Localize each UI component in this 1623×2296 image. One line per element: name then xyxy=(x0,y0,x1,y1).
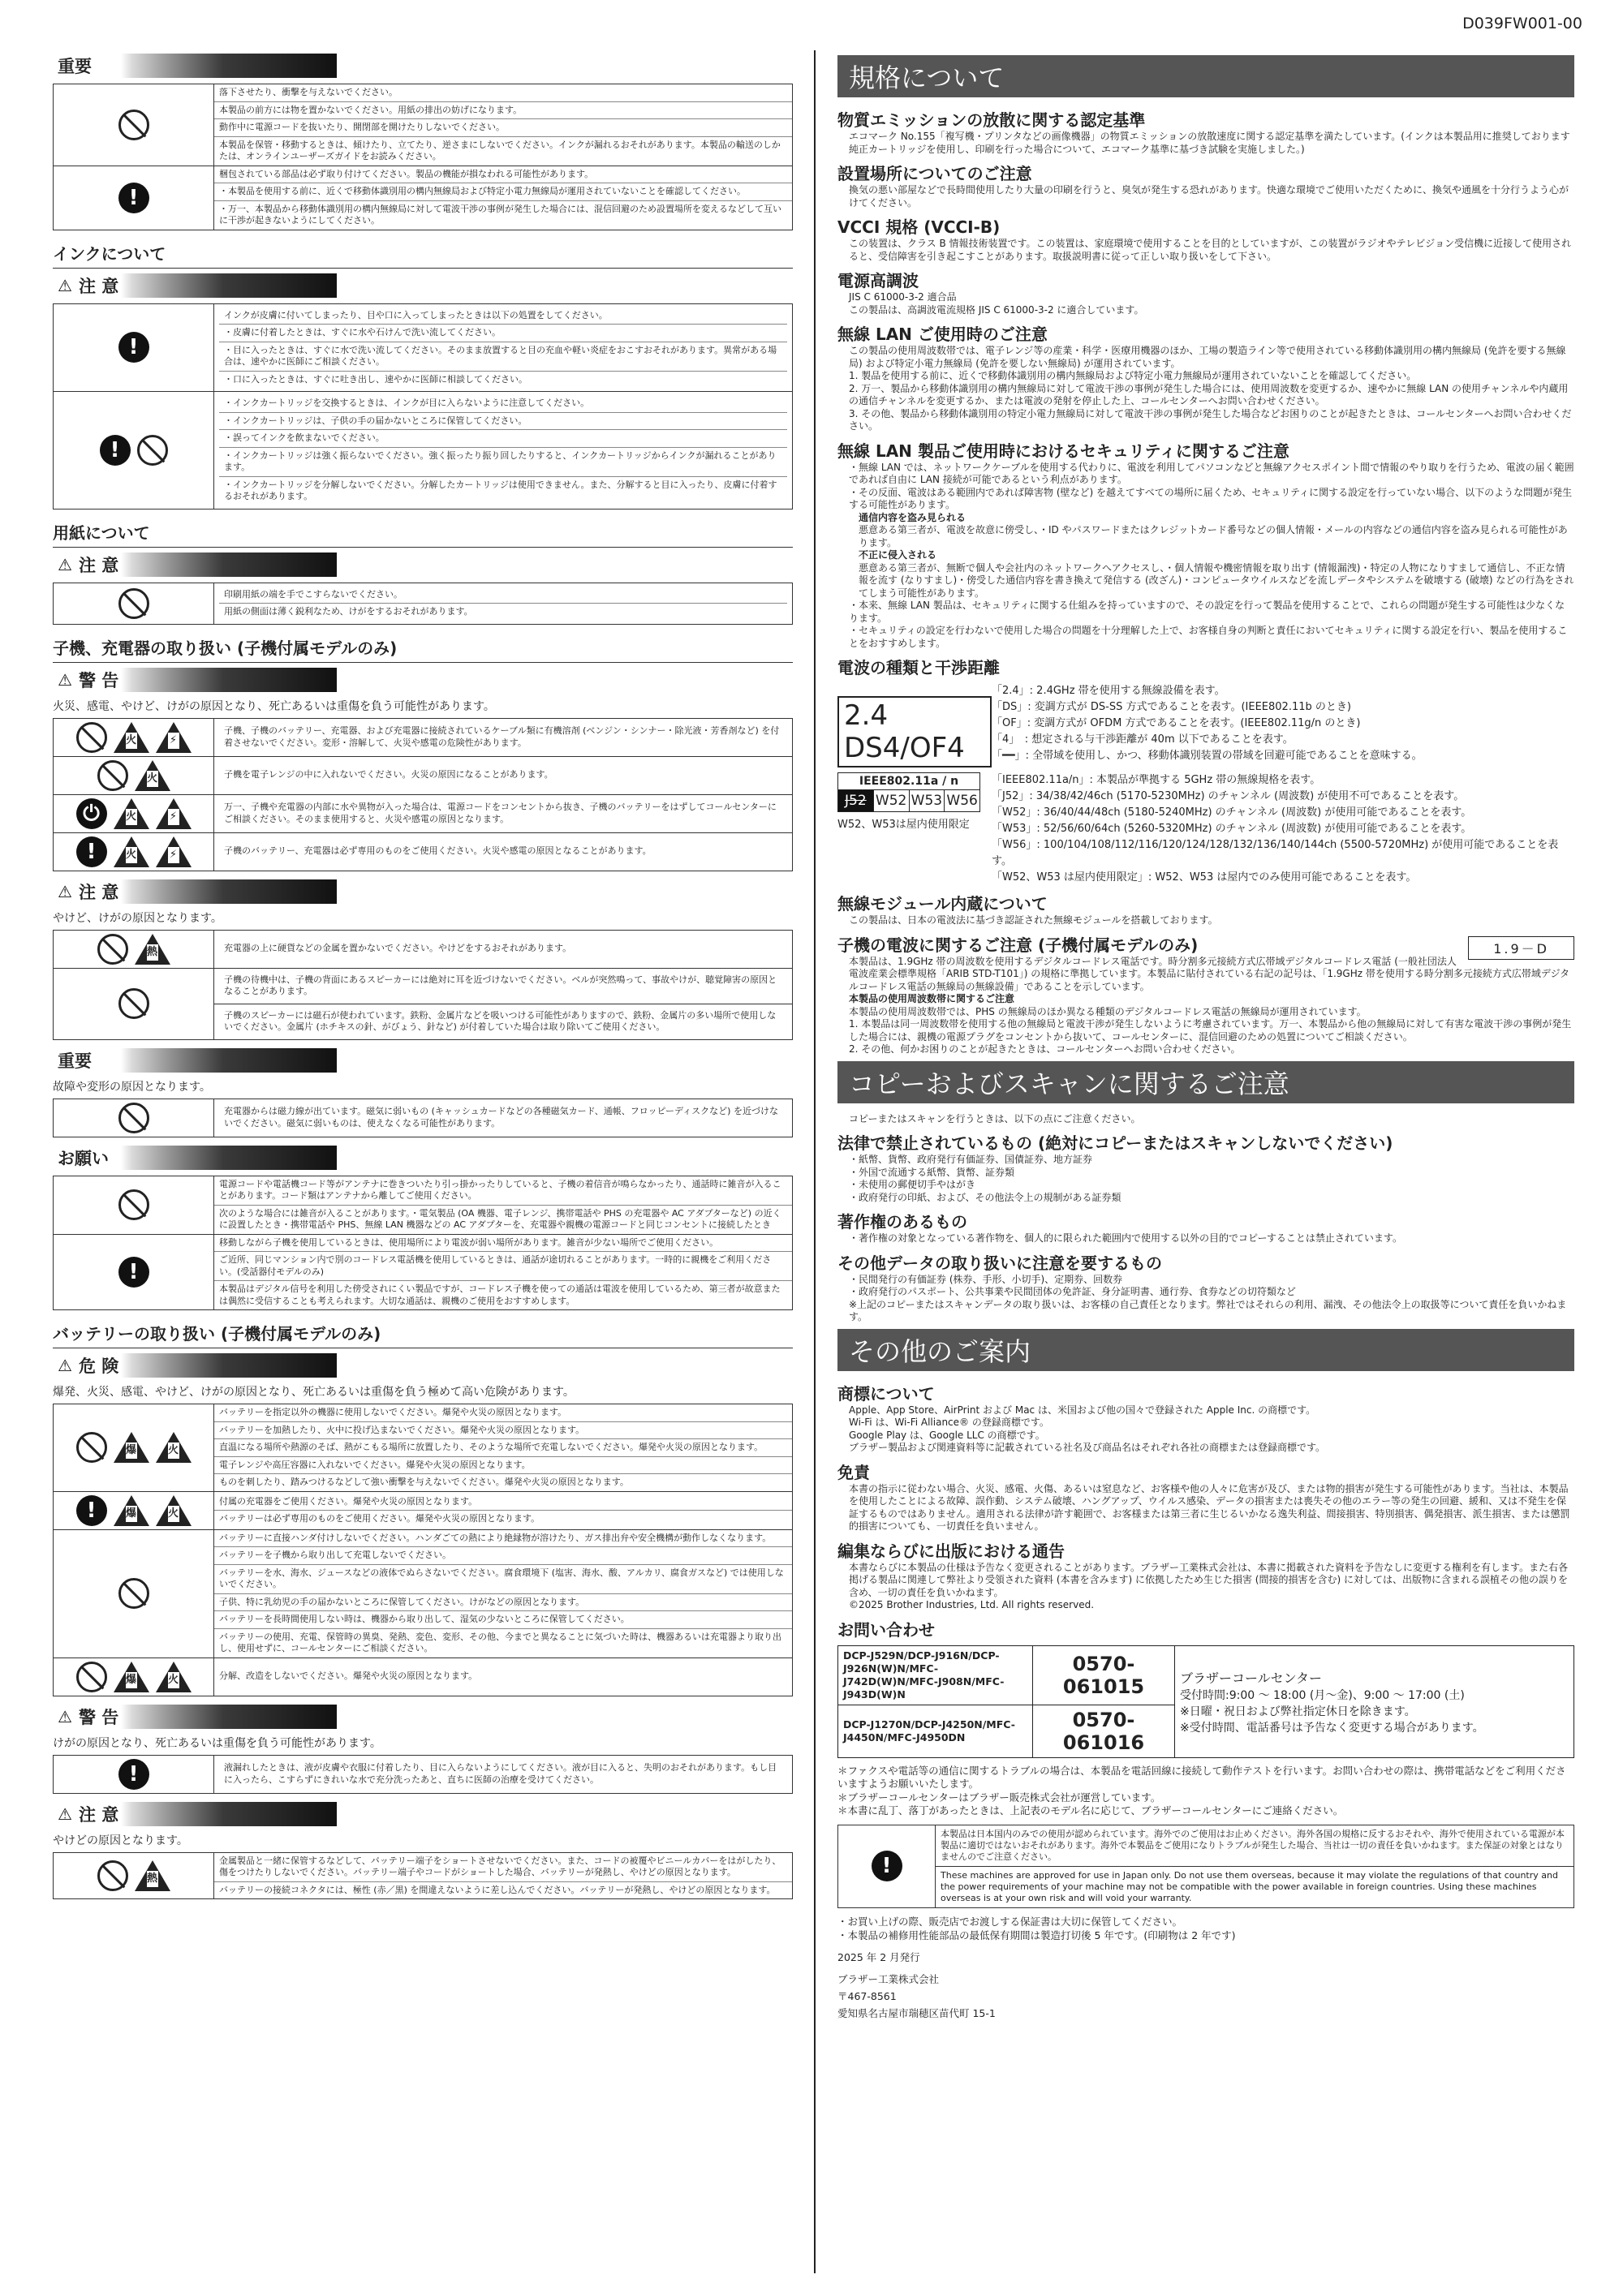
editorial-heading: 編集ならびに出版における通告 xyxy=(837,1541,1065,1561)
radio-legend-line: 「━━」: 全帯域を使用し、かつ、移動体識別装置の帯域を回避可能であることを意味する。 xyxy=(992,750,1423,762)
mandatory-icon: ! xyxy=(118,183,149,213)
fire-warning-icon: 火 xyxy=(135,760,170,791)
shock-warning-icon: ⚡ xyxy=(156,798,192,829)
battery-caution-sub: やけどの原因となります。 xyxy=(53,1834,188,1847)
no-solvent-icon xyxy=(76,722,107,753)
notice-text: 液漏れしたときは、液が皮膚や衣服に付着したり、目に入らないようにしてください。液が目に入ると、失明のおそれがあります。もし目に入ったら、こすらずにきれいな水で充分洗ったあと、直ちに医師の治療を受けてください。 xyxy=(224,1762,777,1785)
notice-text: ・万一、本製品から移動体識別用の構内無線局に対して電波干渉の事例が発生した場合には、混信回避のため設置場所を変えるなどして互いに干渉が起きないようにしてください。 xyxy=(219,203,781,226)
shock-warning-icon: ⚡ xyxy=(156,836,192,867)
mandatory-icon: ! xyxy=(100,435,131,466)
notice-text: バッテリーに直接ハンダ付けしないでください。ハンダごての熱により絶縁物が溶けたり、ガス排出弁や安全機構が動作しなくなります。 xyxy=(214,1530,792,1548)
battery-caution-table xyxy=(53,1852,793,1900)
ieee-caption: W52、W53は屋内使用限定 xyxy=(837,819,970,831)
notice-text: 動作中に電源コードを抜いたり、開閉部を開けたりしないでください。 xyxy=(214,119,792,137)
notice-text: 電子レンジや高圧容器に入れないでください。爆発や火災の原因となります。 xyxy=(214,1457,792,1475)
notice-text: 本製品の前方には物を置かないでください。用紙の排出の妨げになります。 xyxy=(214,102,792,120)
notice-text: 直温になる場所や熱源のそば、熱がこもる場所に放置したり、そのような場所で充電しないでください。爆発や火災の原因となります。 xyxy=(214,1439,792,1457)
notice-text: ・インクカートリッジを交換するときは、インクが目に入らないように注意してください。 xyxy=(219,395,787,413)
security-text-2: ・その反面、電波はある範囲内であれば障害物 (壁など) を越えてすべての場所に届くため、セキュリティに関する設定を行っていない場合、以下のような問題が発生する可能性があります。 xyxy=(849,486,1573,510)
trademark-item: Google Play は、Google LLC の商標です。 xyxy=(849,1429,1045,1441)
notice-text: 印刷用紙の端を手でこすらないでください。 xyxy=(219,587,787,604)
cordless-item-1: 1. 本製品は同一周波数帯を使用する他の無線局と電波干渉が発生しないように考慮されています。万一、本製品から他の無線局に対して有害な電波干渉の事例が発生した場合には、親機の電源プラグをコンセントから抜いて、コールセンターに、混信回避のための処置についてご相談ください。 xyxy=(849,1018,1572,1043)
trademark-item: ブラザー製品および関連資料等に記載されている社名及び商品名はそれぞれ各社の商標または登録商標です。 xyxy=(849,1442,1326,1453)
notice-text: ・インクカートリッジを分解しないでください。分解したカートリッジは使用できません。また、分解すると目に入ったり、皮膚に付着するおそれがあります。 xyxy=(224,479,777,501)
footer-note: ・本製品の補修用性能部品の最低保有期間は製造打切後 5 年です。(印刷物は 2 年です) xyxy=(837,1928,1236,1941)
notice-text: ・皮膚に付着したときは、すぐに水や石けんで洗い流してください。 xyxy=(219,325,787,342)
mandatory-icon: ! xyxy=(76,1495,107,1526)
radio-legend-line: 「2.4」: 2.4GHz 帯を使用する無線設備を表す。 xyxy=(992,685,1225,697)
fire-warning-icon: 火 xyxy=(156,1432,192,1463)
mandatory-icon: ! xyxy=(118,332,149,363)
security-text-3: ・本来、無線 LAN 製品は、セキュリティに関する仕組みを持っていますので、その設定を行って製品を使用することで、これらの問題が発生する可能性は少なくなります。 xyxy=(849,600,1565,624)
notice-text: バッテリーを水、海水、ジュースなどの液体でぬらさないでください。腐食環境下 (塩害、海水、酸、アルカリ、腐食ガスなど) では使用しないでください。 xyxy=(214,1565,792,1594)
notice-text: ・インクカートリッジは強く振らないでください。強く振ったり振り回したりすると、インクカートリッジからインクが漏れることがあります。 xyxy=(219,448,787,477)
handset-caution: ⚠ 注 意 xyxy=(53,879,337,904)
footer-note: ・お買い上げの際、販売店でお渡しする保証書は大切に保管してください。 xyxy=(837,1915,1183,1928)
battery-warning: ⚠ 警 告 xyxy=(53,1705,337,1729)
security-text-1: ・無線 LAN では、ネットワークケーブルを使用する代わりに、電波を利用してパソコンなどと無線アクセスポイント間で情報のやり取りを行うため、電波の届く範囲であれば自由に LAN 接続が可能であるという利点があります。 xyxy=(849,461,1574,485)
prohibition-icon xyxy=(97,934,128,965)
notice-text: 万一、子機や充電器の内部に水や異物が入った場合は、電源コードをコンセントから抜き、子機のバッテリーをはずしてコールセンターにご相談ください。そのまま使用すると、火災や感電の原因となります。 xyxy=(224,802,777,824)
important2-sub: 故障や変形の原因となります。 xyxy=(53,1080,211,1094)
security-text-4: ・セキュリティの設定を行わないで使用した場合の問題を十分理解した上で、お客様自身の判断と責任においてセキュリティに関する設定を行い、製品を使用することをおすすめします。 xyxy=(849,625,1568,649)
burn-warning-icon: 熱 xyxy=(135,934,170,965)
handset-warning: ⚠ 警 告 xyxy=(53,668,337,692)
contact-table xyxy=(837,1645,1574,1758)
no-microwave-icon xyxy=(97,760,128,791)
contact-footnote: ＊ファクスや電話等の通信に関するトラブルの場合は、本製品を電話回線に接続して動作テストを行います。お問い合わせの際は、携帯電話などをご利用くださいますようお願いいたします。 xyxy=(837,1764,1566,1790)
notice-text: 本製品はデジタル信号を利用した傍受されにくい製品ですが、コードレス子機を使っての通話は電波を使用しているため、第三者が故意または偶然に受信することも考えられます。大切な通話は、親機のご使用をおすすめします。 xyxy=(219,1283,781,1306)
ieee-legend-line: 「J52」: 34/38/42/46ch (5170-5230MHz) のチャンネル (周波数) が使用不可であることを表す。 xyxy=(992,790,1465,802)
paper-caution: ⚠ 注 意 xyxy=(53,553,337,577)
other-data-item: ・民間発行の有価証券 (株券、手形、小切手)、定期券、回数券 xyxy=(849,1273,1123,1285)
radio-24-block xyxy=(837,683,1574,767)
notice-text: インクが皮膚に付いてしまったり、目や口に入ってしまったときは以下の処置をしてください。 xyxy=(219,307,787,325)
spec-title: 規格について xyxy=(837,55,1574,97)
security-heading: 無線 LAN 製品ご使用時におけるセキュリティに関するご注意 xyxy=(837,441,1289,461)
place-heading: 設置場所についてのご注意 xyxy=(837,164,1032,183)
postal-code: 〒467-8561 xyxy=(837,1989,897,2002)
handset-caution-table xyxy=(53,930,793,1040)
mandatory-icon: ! xyxy=(118,1257,149,1288)
contact-center-name: ブラザーコールセンター xyxy=(1180,1670,1323,1686)
contact-note-2: ※受付時間、電話番号は予告なく変更する場合があります。 xyxy=(1180,1721,1484,1735)
paper-heading: 用紙について xyxy=(53,518,793,548)
section-important-1: 重要 xyxy=(53,54,337,78)
battery-heading: バッテリーの取り扱い (子機付属モデルのみ) xyxy=(53,1318,793,1348)
copy-title: コピーおよびスキャンに関するご注意 xyxy=(837,1061,1574,1103)
notice-text: 子機のスピーカーには磁石が使われています。鉄粉、金属片などを吸いつける可能性がありますので、鉄粉、金属片の多い場所で使用しないでください。金属片 (ホチキスの針、がびょう、針など) が付着していた場合は取り除いてご使用ください。 xyxy=(224,1009,777,1032)
ieee-channel-cell: W53 xyxy=(910,790,945,811)
notice-text: 用紙の側面は薄く鋭利なため、けがをするおそれがあります。 xyxy=(224,606,473,617)
trademark-heading: 商標について xyxy=(837,1383,935,1404)
other-data-heading: その他データの取り扱いに注意を要するもの xyxy=(837,1253,1162,1273)
contact-footnote: ＊本書に乱丁、落丁があったときは、上記表のモデル名に応じて、ブラザーコールセンターにご連絡ください。 xyxy=(837,1804,1344,1817)
radio-legend-line: 「DS」: 変調方式が DS-SS 方式であることを表す。(IEEE802.11b のとき) xyxy=(992,701,1351,713)
ink-heading: インクについて xyxy=(53,239,793,269)
prohibition-icon xyxy=(118,588,149,619)
handset-warning-table xyxy=(53,718,793,871)
disclaimer-text: 本書の指示に従わない場合、火災、感電、火傷、あるいは窒息など、お客様や他の人々に危害が及び、または物的損害が発生する可能性があります。当社は、本製品を使用したことによる故障、誤作動、システム破壊、ハングアップ、ウイルス感染、データの損害または喪失その他のエラー等の発生の回避、緩和、又は不発生を保証するものではありません。適用される法律が許す範囲で、お客様または第三者に生じるいかなる逸失利益、間接損害、特別損害、偶発損害、派生損害、または懲罰的損害についても、一切責任を負いません。 xyxy=(849,1482,1570,1532)
mandatory-icon: ! xyxy=(76,836,107,867)
important2-table xyxy=(53,1099,793,1137)
module-heading: 無線モジュール内蔵について xyxy=(837,894,1048,914)
notice-text: バッテリーの接続コネクタには、極性 (赤／黒) を間違えないように差し込んでください。バッテリーが発熱し、やけどの原因となります。 xyxy=(219,1884,776,1895)
trademark-item: Wi-Fi は、Wi-Fi Alliance® の登録商標です。 xyxy=(849,1417,1049,1428)
notice-text: 子機のバッテリー、充電器は必ず専用のものをご使用ください。火災や感電の原因となることがあります。 xyxy=(224,845,652,857)
handset-caution-sub: やけど、けがの原因となります。 xyxy=(53,911,222,925)
law-item: ・外国で流通する紙幣、貨幣、証券類 xyxy=(849,1166,1015,1178)
ieee-legend-line: 「W52、W53 は屋内使用限定」: W52、W53 は屋内でのみ使用可能であることを表す。 xyxy=(992,871,1417,884)
wlan-item-1: 1. 製品を使用する前に、近くで移動体識別用の構内無線局および特定小電力無線局が運用されていないことを確認してください。 xyxy=(849,370,1417,381)
fire-warning-icon: 火 xyxy=(114,798,149,829)
notice-text: ・目に入ったときは、すぐに水で洗い流してください。そのまま放置すると目の充血や軽い炎症をおこすおそれがあります。異常がある場合は、速やかに医師にご相談ください。 xyxy=(219,342,787,372)
contact-models-1: DCP-J529N/DCP-J916N/DCP-J926N(W)N/MFC-J742D(W)N/MFC-J908N/MFC-J943D(W)N xyxy=(838,1645,1033,1705)
prohibition-icon xyxy=(118,1578,149,1609)
prohibition-icon xyxy=(118,1103,149,1133)
shock-warning-icon: ⚡ xyxy=(156,722,192,753)
no-disassembly-icon xyxy=(76,1662,107,1692)
copyright-heading: 著作権のあるもの xyxy=(837,1212,967,1232)
law-item: ・未使用の郵便切手やはがき xyxy=(849,1179,976,1190)
other-data-note: ※上記のコピーまたはスキャンデータの取り扱いは、お客様の自己責任となります。弊社ではそれらの利用、漏洩、その他法令上の取扱等について責任を負いかねます。 xyxy=(849,1298,1567,1322)
notice-text: ・誤ってインクを飲まないでください。 xyxy=(219,430,787,448)
eco-heading: 物質エミッションの放散に関する認定基準 xyxy=(837,110,1146,130)
overseas-jp-text: 本製品は日本国内のみでの使用が認められています。海外でのご使用はお止めください。海外各国の規格に反するおそれや、海外で使用されている電源が本製品に適切ではないおそれがあります。海外で本製品をご使用になりトラブルが発生した場合、当社は一切の責任を負いかねます。また保証の対象とはなりませんのでご注意ください。 xyxy=(936,1825,1574,1866)
harmonics-heading: 電源高調波 xyxy=(837,271,919,290)
prohibition-icon xyxy=(118,1189,149,1220)
wlan-item-3: 3. その他、製品から移動体識別用の特定小電力無線局に対して電波干渉の事例が発生した場合などお困りのことが起きたときは、コールセンターへお問い合わせください。 xyxy=(849,407,1572,432)
important-table xyxy=(53,84,793,230)
handset-heading: 子機、充電器の取り扱い (子機付属モデルのみ) xyxy=(53,633,793,663)
security-a-heading: 通信内容を盗み見られる xyxy=(859,511,966,523)
wlan-heading: 無線 LAN ご使用時のご注意 xyxy=(837,325,1048,344)
notice-text: 移動しながら子機を使用しているときは、使用場所により電波が弱い場所があります。雑音が少ない場所でご使用ください。 xyxy=(214,1235,792,1253)
cordless-sub-text: 本製品の使用周波数帯では、PHS の無線局のほか異なる種類のデジタルコードレス電話の無線局が運用されています。 xyxy=(849,1005,1367,1017)
notice-text: 子供、特に乳幼児の手の届かないところに保管してください。けがなどの原因となります。 xyxy=(214,1594,792,1612)
harmonics-text-1: JIS C 61000-3-2 適合品 xyxy=(849,291,957,303)
burn-warning-icon: 熱 xyxy=(135,1860,170,1891)
contact-footnote: ＊ブラザーコールセンターはブラザー販売株式会社が運営しています。 xyxy=(837,1791,1161,1804)
mandatory-icon: ! xyxy=(872,1851,902,1881)
notice-text: ご近所、同じマンション内で別のコードレス電話機を使用しているときは、通話が途切れることがあります。一時的に親機をご利用ください。(受話器付モデルのみ) xyxy=(214,1252,792,1281)
wlan-text: この製品の使用周波数帯では、電子レンジ等の産業・科学・医療用機器のほか、工場の製造ライン等で使用されている移動体識別用の構内無線局 (免許を要する無線局) および特定小電力無線局 (免許を要しない無線局) が運用されています。 xyxy=(849,345,1566,369)
company-name: ブラザー工業株式会社 xyxy=(837,1972,940,1985)
paper-table xyxy=(53,583,793,625)
ieee-channel-cell: W52 xyxy=(874,790,910,811)
contact-phone-2: 0570-061016 xyxy=(1033,1705,1175,1757)
notice-text: バッテリーの使用、充電、保管時の異臭、発熱、変色、変形、その他、今までと異なることに気づいた時は、機器あるいは充電器より取り出し、使用せずに、コールセンターにご相談ください。 xyxy=(219,1631,781,1653)
ieee-label xyxy=(837,772,980,812)
right-column xyxy=(837,50,1574,2273)
radio-legend-line: 「OF」: 変調方式が OFDM 方式であることを表す。(IEEE802.11g/n のとき) xyxy=(992,717,1361,729)
notice-text: 電源コードや電話機コード等がアンテナに巻きついたり引っ掛かったりしていると、子機の着信音が鳴らなかったり、通話時に雑音が入ることがあります。コード類はアンテナから離してご使用ください。 xyxy=(214,1176,792,1206)
company-address: 愛知県名古屋市瑞穂区苗代町 15-1 xyxy=(837,2006,996,2019)
notice-text: 落下させたり、衝撃を与えないでください。 xyxy=(214,84,792,102)
battery-danger-sub: 爆発、火災、感電、やけど、けがの原因となり、死亡あるいは重傷を負う極めて高い危険があります。 xyxy=(53,1386,575,1399)
battery-warning-table xyxy=(53,1755,793,1794)
other-data-item: ・政府発行のパスポート、公共事業や民間団体の免許証、身分証明書、通行券、食券などの切符類など xyxy=(849,1286,1296,1297)
harmonics-text-2: この製品は、高調波電流規格 JIS C 61000-3-2 に適合しています。 xyxy=(849,303,1144,316)
radio-5g-block xyxy=(837,772,1574,886)
notice-text: ・口に入ったときは、すぐに吐き出し、速やかに医師に相談してください。 xyxy=(224,373,527,385)
radio-legend-line: 「4」 : 想定される与干渉距離が 40m 以下であることを表す。 xyxy=(992,733,1294,746)
disclaimer-heading: 免責 xyxy=(837,1462,870,1482)
contact-center-info xyxy=(1175,1645,1574,1757)
unplug-icon: ⏻ xyxy=(76,798,107,829)
cordless-mark: 1.9－D xyxy=(1468,936,1574,960)
law-heading: 法律で禁止されているもの (絶対にコピーまたはスキャンしないでください) xyxy=(837,1133,1393,1153)
overseas-en-text: These machines are approved for use in Japan only. Do not use them overseas, because it may violate the regulations of that country and the power requirements of your machine may not be compatible with the power available in foreign countries. Using these machines overseas is at your own risk and will void your warranty. xyxy=(936,1866,1574,1907)
notice-text: 分解、改造をしないでください。爆発や火災の原因となります。 xyxy=(219,1670,478,1682)
place-text: 換気の悪い部屋などで長時間使用したり大量の印刷を行うと、臭気が発生する恐れがあります。快適な環境でご使用いただくために、換気や通風を十分行うよう心がけてください。 xyxy=(849,184,1569,209)
notice-text: 梱包されている部品は必ず取り付けてください。製品の機能が損なわれる可能性があります。 xyxy=(214,166,792,184)
battery-warning-sub: けがの原因となり、死亡あるいは重傷を負う可能性があります。 xyxy=(53,1736,381,1750)
law-item: ・政府発行の印紙、および、その他法令上の規制がある証券類 xyxy=(849,1191,1121,1203)
notice-text: ものを刺したり、踏みつけるなどして強い衝撃を与えないでください。爆発や火災の原因となります。 xyxy=(219,1477,629,1487)
section-important-2: 重要 xyxy=(53,1048,337,1073)
section-request: お願い xyxy=(53,1146,337,1170)
ieee-channel-cell: W56 xyxy=(946,793,978,809)
security-b-text: 悪意ある第三者が、無断で個人や会社内のネットワークへアクセスし、・個人情報や機密情報を取り出す (情報漏洩)・特定の人物になりすまして通信し、不正な情報を流す (なりすまし)・傍受した通信内容を書き換えて発信する (改ざん)・コンピュータウイルスなどを流しデータやシステムを破壊する (破壊) などの行為をされてしまう可能性があります。 xyxy=(859,561,1574,599)
ieee-legend-line: 「W56」: 100/104/108/112/116/120/124/128/132/136/140/144ch (5500-5720MHz) が使用可能であることを表す。 xyxy=(992,839,1559,867)
notice-text: 金属製品と一緒に保管するなどして、バッテリー端子をショートさせないでください。また、コードの被覆やビニールカバーをはがしたり、傷をつけたりしないでください。バッテリー端子やコードがショートした場合、バッテリーが発熱し、やけどの原因となります。 xyxy=(214,1853,792,1882)
eco-text: エコマーク No.155「複写機・プリンタなどの画像機器」の物質エミッションの放散速度に関する認定基準を満たしています。(インクは本製品用に推奨しております純正カートリッジを使用し、印刷を行った場合について、エコマーク基準に基づき試験を実施しました。) xyxy=(849,131,1570,155)
fire-warning-icon: 火 xyxy=(156,1662,192,1692)
security-b-heading: 不正に侵入される xyxy=(859,549,937,561)
radio-heading: 電波の種類と干渉距離 xyxy=(837,658,1000,677)
notice-text: ・本製品を使用する前に、近くで移動体識別用の構内無線局および特定小電力無線局が運用されていないことを確認してください。 xyxy=(214,183,792,201)
request-table xyxy=(53,1176,793,1311)
battery-caution: ⚠ 注 意 xyxy=(53,1802,337,1826)
overseas-box xyxy=(837,1825,1574,1908)
prohibition-icon xyxy=(118,988,149,1019)
radio-code-label: 2.4 DS4/OF4 xyxy=(837,696,992,767)
battery-danger: ⚠ 危 険 xyxy=(53,1353,337,1378)
ink-table xyxy=(53,303,793,510)
notice-text: バッテリーを加熱したり、火中に投げ込まないでください。爆発や火災の原因となります。 xyxy=(214,1422,792,1440)
prohibition-icon xyxy=(118,110,149,140)
contact-phone-1: 0570-061015 xyxy=(1033,1645,1175,1705)
notice-text: 子機を電子レンジの中に入れないでください。火災の原因になることがあります。 xyxy=(224,769,553,780)
wlan-item-2: 2. 万一、製品から移動体識別用の構内無線局に対して電波干渉の事例が発生した場合には、使用周波数を変更するか、速やかに無線 LAN の使用チャンネルや内蔵用の通信チャンネルを変更するか、または電波の発射を停止した上、コールセンターへお問い合わせください。 xyxy=(849,382,1569,406)
contact-models-2: DCP-J1270N/DCP-J4250N/MFC-J4450N/MFC-J4950DN xyxy=(838,1705,1033,1757)
notice-text: 充電器からは磁力線が出ています。磁気に弱いもの (キャッシュカードなどの各種磁気カード、通帳、フロッピーディスクなど) を近づけないでください。磁気に弱いものは、使えなくなる可能性があります。 xyxy=(224,1106,778,1129)
issue-date: 2025 年 2 月発行 xyxy=(837,1950,920,1963)
info-title: その他のご案内 xyxy=(837,1329,1574,1371)
ieee-legend-line: 「W53」: 52/56/60/64ch (5260-5320MHz) のチャンネル (周波数) が使用可能であることを表す。 xyxy=(992,823,1472,835)
no-disassembly-icon xyxy=(137,435,168,466)
contact-heading: お問い合わせ xyxy=(837,1619,935,1640)
contact-hours: 受付時間:9:00 ～ 18:00 (月～金)、9:00 ～ 17:00 (土) xyxy=(1180,1688,1465,1702)
notice-text: 子機の待機中は、子機の背面にあるスピーカーには絶対に耳を近づけないでください。ベルが突然鳴って、事故やけが、聴覚障害の原因となることがあります。 xyxy=(224,974,777,996)
notice-text: ・インクカートリッジは、子供の手の届かないところに保管してください。 xyxy=(219,413,787,431)
mandatory-icon: ! xyxy=(118,1759,149,1790)
prohibition-icon xyxy=(97,1860,128,1891)
prohibition-icon xyxy=(76,1432,107,1463)
notice-text: バッテリーは必ず専用のものをご使用ください。爆発や火災の原因となります。 xyxy=(219,1513,540,1524)
notice-text: バッテリーを長時間使用しない時は、機器から取り出して、湿気の少ないところに保管してください。 xyxy=(214,1611,792,1629)
module-text: この製品は、日本の電波法に基づき認証された無線モジュールを搭載しております。 xyxy=(849,914,1218,926)
document-id: D039FW001-00 xyxy=(1462,15,1582,32)
copyright-text: ・著作権の対象となっている著作物を、個人的に限られた範囲内で使用する以外の目的でコピーすることは禁止されています。 xyxy=(849,1232,1402,1244)
cordless-text: 本製品は、1.9GHz 帯の周波数を使用するデジタルコードレス電話です。時分割多元接続方式広帯域デジタルコードレス電話 (一般社団法人 電波産業会標準規格「ARIB STD-T101」) の規格に準拠しています。本製品に貼付されている右記の記号は、「1.9GHz 帯を使用する時分割多元接続方式広帯域デジタルコードレス電話の無線局の無線設備」であることを示しています。 xyxy=(849,955,1570,992)
cordless-heading: 子機の電波に関するご注意 (子機付属モデルのみ) xyxy=(837,935,1199,955)
column-divider xyxy=(814,50,816,2273)
contact-note-1: ※日曜・祝日および弊社指定休日を除きます。 xyxy=(1180,1705,1416,1718)
vcci-text: この装置は、クラス B 情報技術装置です。この装置は、家庭環境で使用することを目的としていますが、この装置がラジオやテレビジョン受信機に近接して使用されると、受信障害を引き起こすことがあります。取扱説明書に従って正しい取り扱いをして下さい。 xyxy=(849,238,1572,262)
explosion-warning-icon: 爆 xyxy=(114,1662,149,1692)
notice-text: 充電器の上に硬貨などの金属を置かないでください。やけどをするおそれがあります。 xyxy=(224,943,572,954)
handset-warning-sub: 火災、感電、やけど、けがの原因となり、死亡あるいは重傷を負う可能性があります。 xyxy=(53,699,495,713)
security-a-text: 悪意ある第三者が、電波を故意に傍受し、・ID やパスワードまたはクレジットカード番号などの個人情報・メールの内容などの通信内容を盗み見られる可能性があります。 xyxy=(859,524,1568,548)
notice-text: 次のような場合には雑音が入ることがあります。・電気製品 (OA 機器、電子レンジ、携帯電話や PHS の充電器や AC アダプターなど) の近くに設置したとき・携帯電話や PHS、無線 LAN 機器などの AC アダプターを、充電器や親機の電源コードと同じコンセントに接続したとき xyxy=(219,1207,781,1230)
battery-danger-table xyxy=(53,1404,793,1696)
explosion-warning-icon: 爆 xyxy=(114,1432,149,1463)
ink-caution: ⚠ 注 意 xyxy=(53,273,337,298)
fire-warning-icon: 火 xyxy=(156,1495,192,1526)
ieee-channel-cell: J52 xyxy=(838,790,874,811)
vcci-heading: VCCI 規格 (VCCI-B) xyxy=(837,217,1001,237)
ieee-label-title: IEEE802.11a / n xyxy=(838,773,979,790)
left-column xyxy=(53,50,793,2273)
notice-text: 本製品を保管・移動するときは、傾けたり、立てたり、逆さまにしないでください。インクが漏れるおそれがあります。本製品の輸送のしかたは、オンラインユーザーズガイドをお読みください。 xyxy=(219,139,781,161)
cordless-sub-heading: 本製品の使用周波数帯に関するご注意 xyxy=(849,993,1015,1004)
copyright-notice: ©2025 Brother Industries, Ltd. All rights reserved. xyxy=(849,1599,1095,1610)
law-item: ・紙幣、貨幣、政府発行有価証券、国債証券、地方証券 xyxy=(849,1154,1093,1165)
fire-warning-icon: 火 xyxy=(114,722,149,753)
notice-text: 付属の充電器をご使用ください。爆発や火災の原因となります。 xyxy=(214,1494,792,1511)
explosion-warning-icon: 爆 xyxy=(114,1495,149,1526)
notice-text: バッテリーを指定以外の機器に使用しないでください。爆発や火災の原因となります。 xyxy=(214,1404,792,1422)
editorial-text: 本書ならびに本製品の仕様は予告なく変更されることがあります。ブラザー工業株式会社は、本書に掲載された資料を予告なしに変更する権利を有します。また右各掲げる製品に関連して弊社より受領された資料 (本書を含みます) に依拠したため生じた損害 (間接的損害を含む) に対しては、出版物に含まれる誤植その他の誤りを含め、一切の責任を負いかねます。 xyxy=(849,1561,1569,1598)
fire-warning-icon: 火 xyxy=(114,836,149,867)
ieee-legend-line: 「W52」: 36/40/44/48ch (5180-5240MHz) のチャンネル (周波数) が使用可能であることを表す。 xyxy=(992,806,1472,819)
notice-text: 子機、子機のバッテリー、充電器、および充電器に接続されているケーブル類に有機溶剤 (ベンジン・シンナー・除光液・芳香剤など) を付着させないでください。変形・溶解して、火災や感電の危険性があります。 xyxy=(224,725,780,748)
ieee-legend-line: 「IEEE802.11a/n」: 本製品が準拠する 5GHz 帯の無線規格を表す。 xyxy=(992,774,1321,786)
copy-text: コピーまたはスキャンを行うときは、以下の点にご注意ください。 xyxy=(849,1112,1141,1124)
trademark-item: Apple、App Store、AirPrint および Mac は、米国および他の国々で登録された Apple Inc. の商標です。 xyxy=(849,1404,1316,1416)
cordless-item-2: 2. その他、何かお困りのことが起きたときは、コールセンターへお問い合わせください。 xyxy=(849,1043,1241,1055)
notice-text: バッテリーを子機から取り出して充電しないでください。 xyxy=(214,1547,792,1565)
